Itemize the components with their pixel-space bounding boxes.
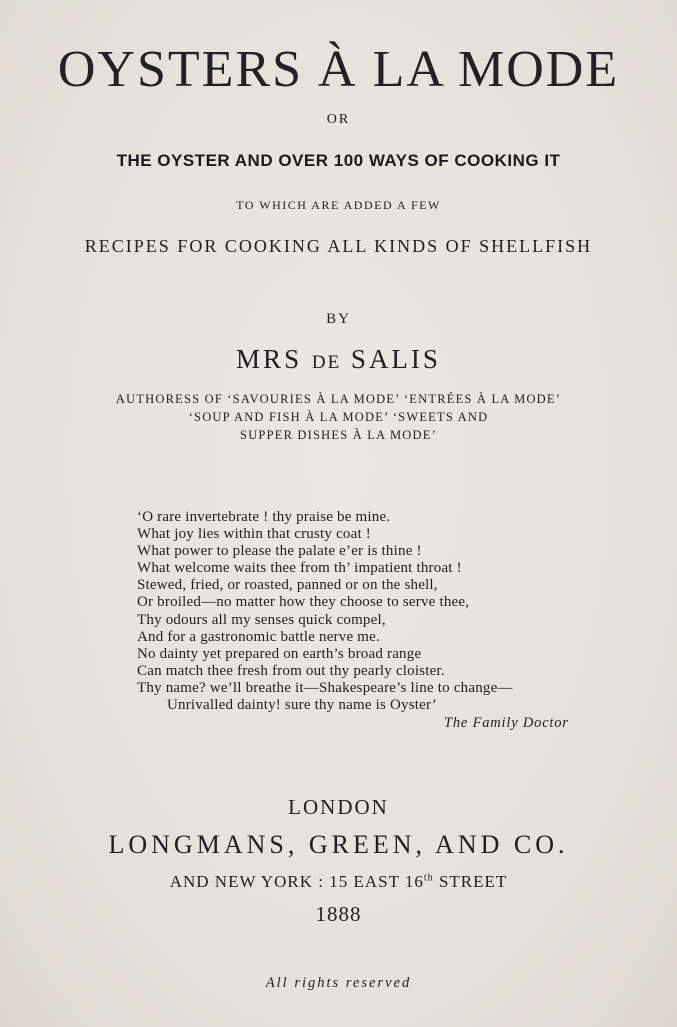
poem-attribution: The Family Doctor [444,715,569,731]
or-label: OR [326,112,351,127]
rights-notice: All rights reserved [265,975,412,991]
imprint-publisher: LONGMANS, GREEN, AND CO. [108,830,569,859]
epigraph-poem [137,509,513,714]
poem-line: Can match thee fresh from out thy pearly cloister. [137,662,445,679]
poem-line: What power to please the palate e’er is thine ! [137,543,422,560]
book-title: OYSTERS À LA MODE [57,41,620,98]
poem-line: Thy odours all my senses quick compel, [137,611,386,628]
author-de: DE [311,352,342,373]
imprint-address [0,872,677,892]
other-works-line-2: ‘SOUP AND FISH À LA MODE’ ‘SWEETS AND [188,410,489,424]
address-ordinal: th [423,872,434,884]
poem-line: Thy name? we’ll breathe it—Shakespeare’s line to change— [137,679,513,696]
author-name [0,344,677,375]
imprint-year: 1888 [315,902,362,926]
recipes-line: RECIPES FOR COOKING ALL KINDS OF SHELLFISH [84,236,593,256]
added-note: TO WHICH ARE ADDED A FEW [236,198,441,212]
address-suffix: STREET [433,872,508,891]
author-mrs: MRS [236,344,303,374]
poem-line: ‘O rare invertebrate ! thy praise be mine. [137,509,391,525]
by-label: BY [326,311,351,327]
author-salis: SALIS [350,344,441,374]
address-prefix: AND NEW YORK : 15 EAST 16 [169,872,424,891]
imprint-city: LONDON [288,795,389,819]
poem-line: No dainty yet prepared on earth’s broad range [137,645,422,662]
poem-line: Or broiled—no matter how they choose to serve thee, [137,594,470,611]
poem-line: What joy lies within that crusty coat ! [137,526,371,543]
poem-line: Unrivalled dainty! sure thy name is Oyster’ [167,697,437,714]
poem-line: What welcome waits thee from th’ impatient throat ! [137,560,462,577]
poem-line: Stewed, fried, or roasted, panned or on the shell, [137,577,438,594]
poem-line: And for a gastronomic battle nerve me. [137,628,380,645]
other-works-line-3: SUPPER DISHES À LA MODE’ [240,428,437,442]
book-subtitle: THE OYSTER AND OVER 100 WAYS OF COOKING IT [116,151,561,170]
other-works-line-1: AUTHORESS OF ‘SAVOURIES À LA MODE’ ‘ENTRÉES À LA MODE’ [115,392,562,406]
